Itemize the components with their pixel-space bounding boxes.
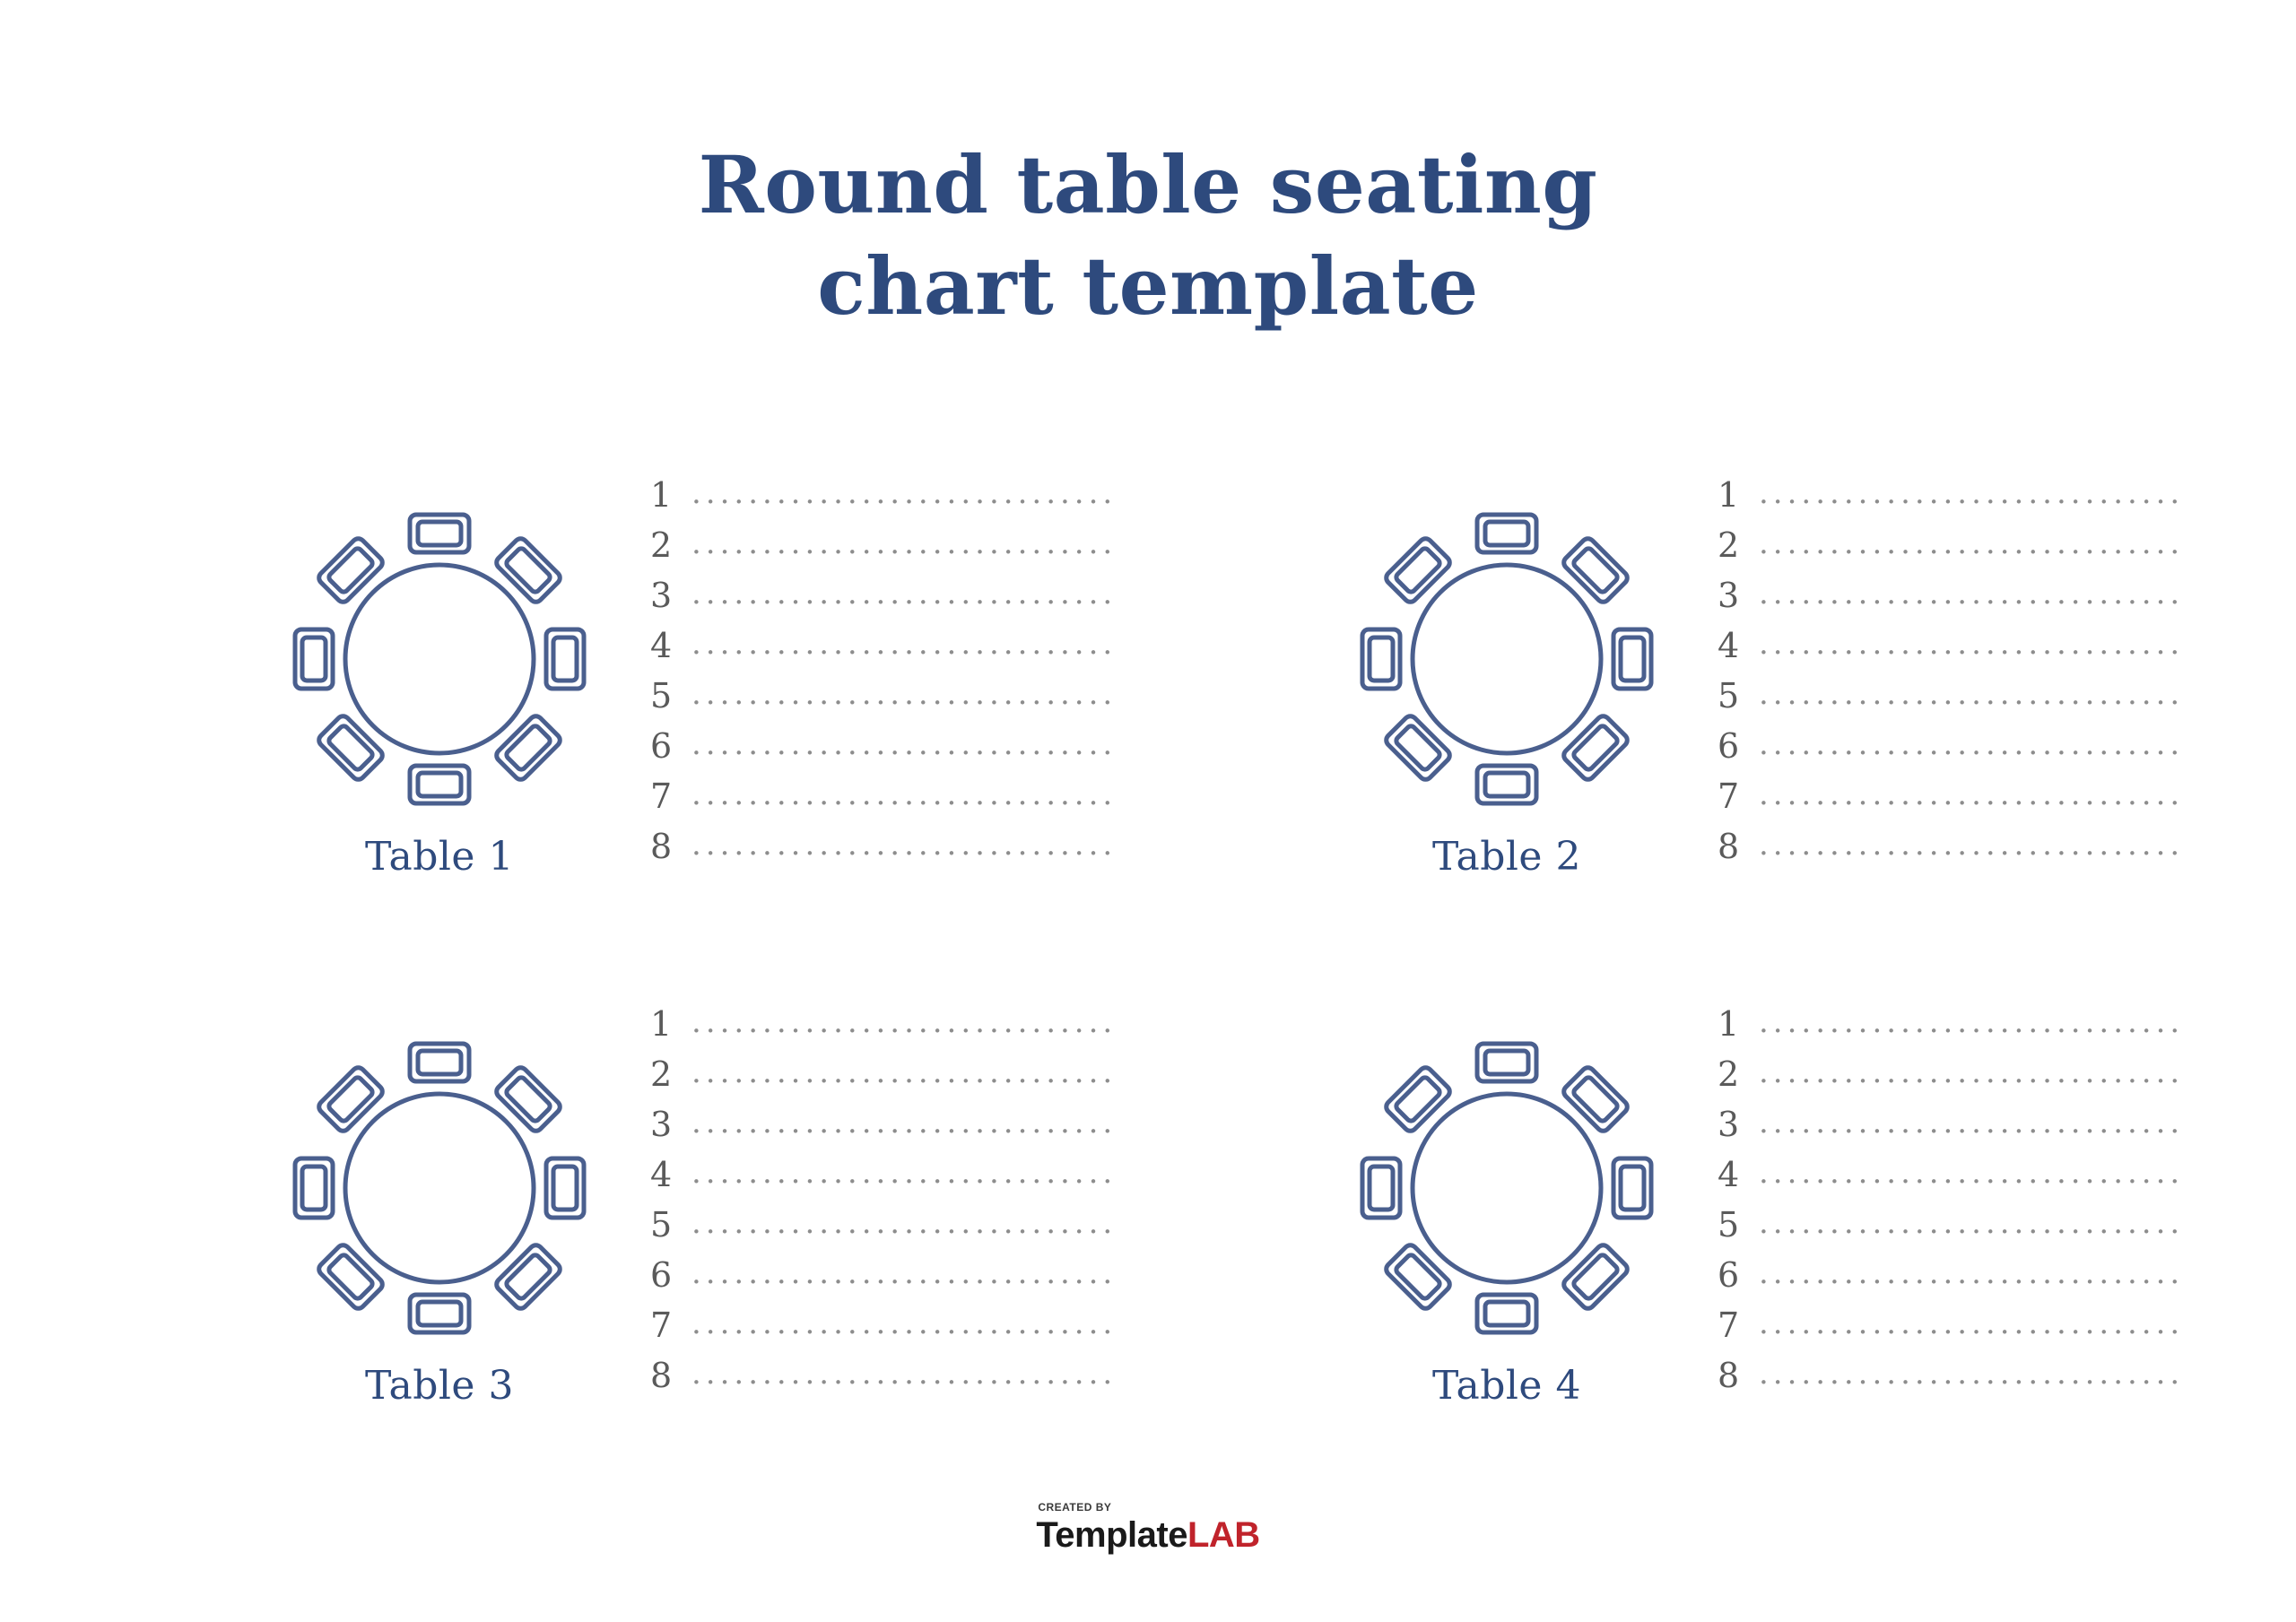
seat-row[interactable] [1718,1105,2274,1155]
seat-row[interactable] [1718,726,2274,776]
seat-row[interactable] [650,576,1206,626]
seat-name-line[interactable]: .............................. [1759,1255,2185,1291]
seat-name-line[interactable]: .............................. [1759,1356,2185,1392]
seat-name-line[interactable]: .............................. [1759,1205,2185,1241]
seat-name-line[interactable]: .............................. [1759,1105,2185,1141]
seat-row[interactable] [650,827,1206,877]
seat-row[interactable] [1718,475,2274,525]
seat-name-line[interactable]: .............................. [691,525,1118,561]
seat-number: 1 [1718,1004,1740,1044]
seat-row[interactable] [1718,1205,2274,1255]
seat-number: 3 [1718,1105,1740,1144]
seat-number: 7 [650,776,673,816]
seat-number: 7 [650,1305,673,1345]
page-title [0,134,2296,336]
seat-number: 8 [1718,1356,1740,1395]
seat-number: 6 [1718,726,1740,766]
page-title-line-2: chart template [817,239,1479,333]
table-label-1: Table 1 [365,834,514,880]
seat-number: 8 [650,1356,673,1395]
seat-row[interactable] [650,1305,1206,1356]
seat-number: 4 [650,1155,673,1194]
seat-number: 5 [650,676,673,716]
seat-row[interactable] [1718,626,2274,676]
seat-name-line[interactable]: .............................. [691,576,1118,612]
table-block-1 [193,475,1251,977]
seat-number: 5 [1718,1205,1740,1245]
seat-row[interactable] [1718,576,2274,626]
seat-number: 1 [650,475,673,515]
seat-name-line[interactable]: .............................. [1759,1054,2185,1090]
seat-number: 3 [650,1105,673,1144]
seat-number: 7 [1718,776,1740,816]
seat-number: 2 [1718,1054,1740,1094]
seat-number: 8 [1718,827,1740,866]
seat-row[interactable] [650,676,1206,726]
brand-name [1036,1515,1259,1556]
seat-row[interactable] [650,1054,1206,1105]
seat-name-line[interactable]: .............................. [691,1205,1118,1241]
seat-number: 6 [1718,1255,1740,1295]
brand-name-primary: Template [1036,1515,1187,1555]
footer-logo [1036,1501,1260,1556]
seat-name-line[interactable]: .............................. [1759,525,2185,561]
seat-list-1 [650,475,1206,877]
seat-row[interactable] [1718,525,2274,576]
table-label-3: Table 3 [365,1363,514,1409]
seat-name-line[interactable]: .............................. [691,676,1118,712]
seat-row[interactable] [650,1155,1206,1205]
seat-row[interactable] [1718,1004,2274,1054]
seat-name-line[interactable]: .............................. [691,1105,1118,1141]
seat-row[interactable] [650,1205,1206,1255]
seat-number: 3 [650,576,673,615]
round-table-diagram-2 [1332,484,1682,834]
seat-number: 7 [1718,1305,1740,1345]
table-block-4 [1260,1004,2296,1506]
seat-name-line[interactable]: .............................. [1759,576,2185,612]
seat-row[interactable] [1718,776,2274,827]
seat-number: 2 [650,525,673,565]
round-table-diagram-3 [265,1013,614,1363]
seat-name-line[interactable]: .............................. [1759,1004,2185,1040]
brand-name-suffix: LAB [1187,1515,1260,1555]
seat-row[interactable] [650,475,1206,525]
seat-number: 4 [1718,1155,1740,1194]
seat-name-line[interactable]: .............................. [691,726,1118,762]
seat-row[interactable] [1718,1305,2274,1356]
table-label-2: Table 2 [1432,834,1581,880]
seat-name-line[interactable]: .............................. [1759,676,2185,712]
seat-number: 2 [650,1054,673,1094]
seat-row[interactable] [650,626,1206,676]
round-table-diagram-1 [265,484,614,834]
round-table-diagram-4 [1332,1013,1682,1363]
seat-name-line[interactable]: .............................. [691,1305,1118,1341]
seat-number: 2 [1718,525,1740,565]
seat-name-line[interactable]: .............................. [1759,626,2185,662]
seat-row[interactable] [1718,1255,2274,1305]
seat-name-line[interactable]: .............................. [1759,1155,2185,1191]
seat-number: 6 [650,726,673,766]
seat-name-line[interactable]: .............................. [691,1356,1118,1392]
seat-list-2 [1718,475,2274,877]
seat-name-line[interactable]: .............................. [691,1004,1118,1040]
seat-name-line[interactable]: .............................. [691,1255,1118,1291]
seat-row[interactable] [650,726,1206,776]
seat-row[interactable] [650,1004,1206,1054]
seat-name-line[interactable]: .............................. [1759,776,2185,812]
seat-row[interactable] [1718,676,2274,726]
table-block-2 [1260,475,2296,977]
seat-name-line[interactable]: .............................. [691,475,1118,511]
seat-name-line[interactable]: .............................. [1759,475,2185,511]
seat-number: 4 [1718,626,1740,665]
seat-number: 5 [650,1205,673,1245]
seat-row[interactable] [650,525,1206,576]
seat-list-4 [1718,1004,2274,1406]
seat-name-line[interactable]: .............................. [1759,1305,2185,1341]
seat-list-3 [650,1004,1206,1406]
seat-name-line[interactable]: .............................. [691,626,1118,662]
seat-row[interactable] [1718,1356,2274,1406]
seat-number: 5 [1718,676,1740,716]
seat-row[interactable] [1718,827,2274,877]
seat-number: 1 [1718,475,1740,515]
table-label-4: Table 4 [1432,1363,1581,1409]
seat-number: 1 [650,1004,673,1044]
page-title-line-1: Round table seating [698,138,1598,231]
seat-row[interactable] [1718,1054,2274,1105]
seat-name-line[interactable]: .............................. [1759,827,2185,863]
seat-row[interactable] [650,1356,1206,1406]
seat-number: 3 [1718,576,1740,615]
footer [0,1501,2296,1556]
seat-name-line[interactable]: .............................. [691,1054,1118,1090]
seat-name-line[interactable]: .............................. [691,776,1118,812]
table-block-3 [193,1004,1251,1506]
seat-row[interactable] [650,1255,1206,1305]
seat-name-line[interactable]: .............................. [1759,726,2185,762]
seat-row[interactable] [650,1105,1206,1155]
seat-number: 6 [650,1255,673,1295]
seat-number: 4 [650,626,673,665]
seat-row[interactable] [650,776,1206,827]
created-by-label: CREATED BY [1038,1501,1112,1514]
seat-name-line[interactable]: .............................. [691,1155,1118,1191]
seat-number: 8 [650,827,673,866]
seat-row[interactable] [1718,1155,2274,1205]
seat-name-line[interactable]: .............................. [691,827,1118,863]
